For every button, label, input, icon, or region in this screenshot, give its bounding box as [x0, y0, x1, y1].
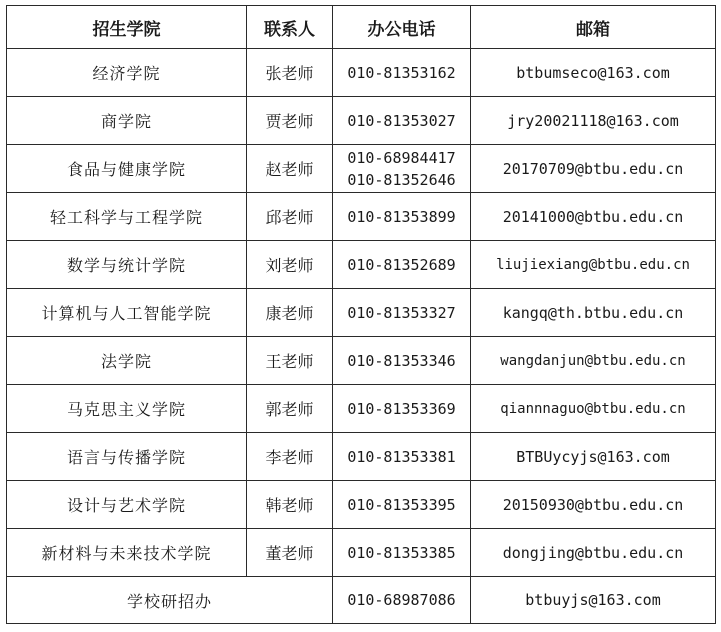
email-cell: wangdanjun@btbu.edu.cn: [471, 337, 716, 385]
table-footer-row: [7, 577, 716, 624]
phone-cell: [333, 145, 471, 193]
contact-cell: 邱老师: [247, 193, 333, 241]
footer-phone: 010-68987086: [333, 577, 471, 624]
college-cell: 设计与艺术学院: [7, 481, 247, 529]
phone-number: 010-81352646: [347, 170, 456, 189]
contact-cell: 董老师: [247, 529, 333, 577]
contact-cell: 李老师: [247, 433, 333, 481]
table-row: [7, 529, 716, 577]
college-cell: 马克思主义学院: [7, 385, 247, 433]
phone-cell: [333, 433, 471, 481]
contact-cell: 刘老师: [247, 241, 333, 289]
header-contact: 联系人: [247, 6, 333, 49]
phone-cell: [333, 529, 471, 577]
contact-cell: 康老师: [247, 289, 333, 337]
email-cell: qiannnaguo@btbu.edu.cn: [471, 385, 716, 433]
phone-number: 010-81353381: [347, 447, 456, 466]
college-cell: 法学院: [7, 337, 247, 385]
college-cell: 商学院: [7, 97, 247, 145]
phone-number: 010-81353369: [347, 399, 456, 418]
contact-cell: 贾老师: [247, 97, 333, 145]
email-cell: jry20021118@163.com: [471, 97, 716, 145]
table-row: [7, 289, 716, 337]
header-phone: 办公电话: [333, 6, 471, 49]
email-cell: 20150930@btbu.edu.cn: [471, 481, 716, 529]
contact-cell: 韩老师: [247, 481, 333, 529]
table-header-row: [7, 6, 716, 49]
phone-number: 010-81353346: [347, 351, 456, 370]
email-cell: BTBUycyjs@163.com: [471, 433, 716, 481]
phone-number: 010-81353899: [347, 207, 456, 226]
contact-cell: 赵老师: [247, 145, 333, 193]
contact-table: [6, 5, 716, 624]
table-row: [7, 241, 716, 289]
phone-cell: [333, 241, 471, 289]
table-row: [7, 145, 716, 193]
phone-number: 010-81353327: [347, 303, 456, 322]
email-cell: liujiexiang@btbu.edu.cn: [471, 241, 716, 289]
table-row: [7, 433, 716, 481]
college-cell: 语言与传播学院: [7, 433, 247, 481]
phone-cell: [333, 97, 471, 145]
college-cell: 经济学院: [7, 49, 247, 97]
footer-office-label: 学校研招办: [7, 577, 333, 624]
phone-cell: [333, 337, 471, 385]
phone-cell: [333, 49, 471, 97]
phone-number: 010-81352689: [347, 255, 456, 274]
email-cell: 20170709@btbu.edu.cn: [471, 145, 716, 193]
table-body: [7, 49, 716, 577]
footer-email: btbuyjs@163.com: [471, 577, 716, 624]
college-cell: 食品与健康学院: [7, 145, 247, 193]
table-row: [7, 481, 716, 529]
table-row: [7, 97, 716, 145]
phone-number: 010-81353162: [347, 63, 456, 82]
table-row: [7, 385, 716, 433]
college-cell: 数学与统计学院: [7, 241, 247, 289]
phone-number: 010-81353027: [347, 111, 456, 130]
header-email: 邮箱: [471, 6, 716, 49]
header-college: 招生学院: [7, 6, 247, 49]
phone-cell: [333, 193, 471, 241]
phone-cell: [333, 481, 471, 529]
phone-cell: [333, 385, 471, 433]
table-row: [7, 49, 716, 97]
contact-cell: 张老师: [247, 49, 333, 97]
contact-cell: 王老师: [247, 337, 333, 385]
college-cell: 新材料与未来技术学院: [7, 529, 247, 577]
email-cell: 20141000@btbu.edu.cn: [471, 193, 716, 241]
phone-number: 010-68984417: [347, 148, 456, 167]
table-row: [7, 193, 716, 241]
phone-number: 010-81353385: [347, 543, 456, 562]
college-cell: 轻工科学与工程学院: [7, 193, 247, 241]
email-cell: dongjing@btbu.edu.cn: [471, 529, 716, 577]
table-row: [7, 337, 716, 385]
email-cell: kangq@th.btbu.edu.cn: [471, 289, 716, 337]
email-cell: btbumseco@163.com: [471, 49, 716, 97]
college-cell: 计算机与人工智能学院: [7, 289, 247, 337]
phone-number: 010-81353395: [347, 495, 456, 514]
phone-cell: [333, 289, 471, 337]
contact-cell: 郭老师: [247, 385, 333, 433]
